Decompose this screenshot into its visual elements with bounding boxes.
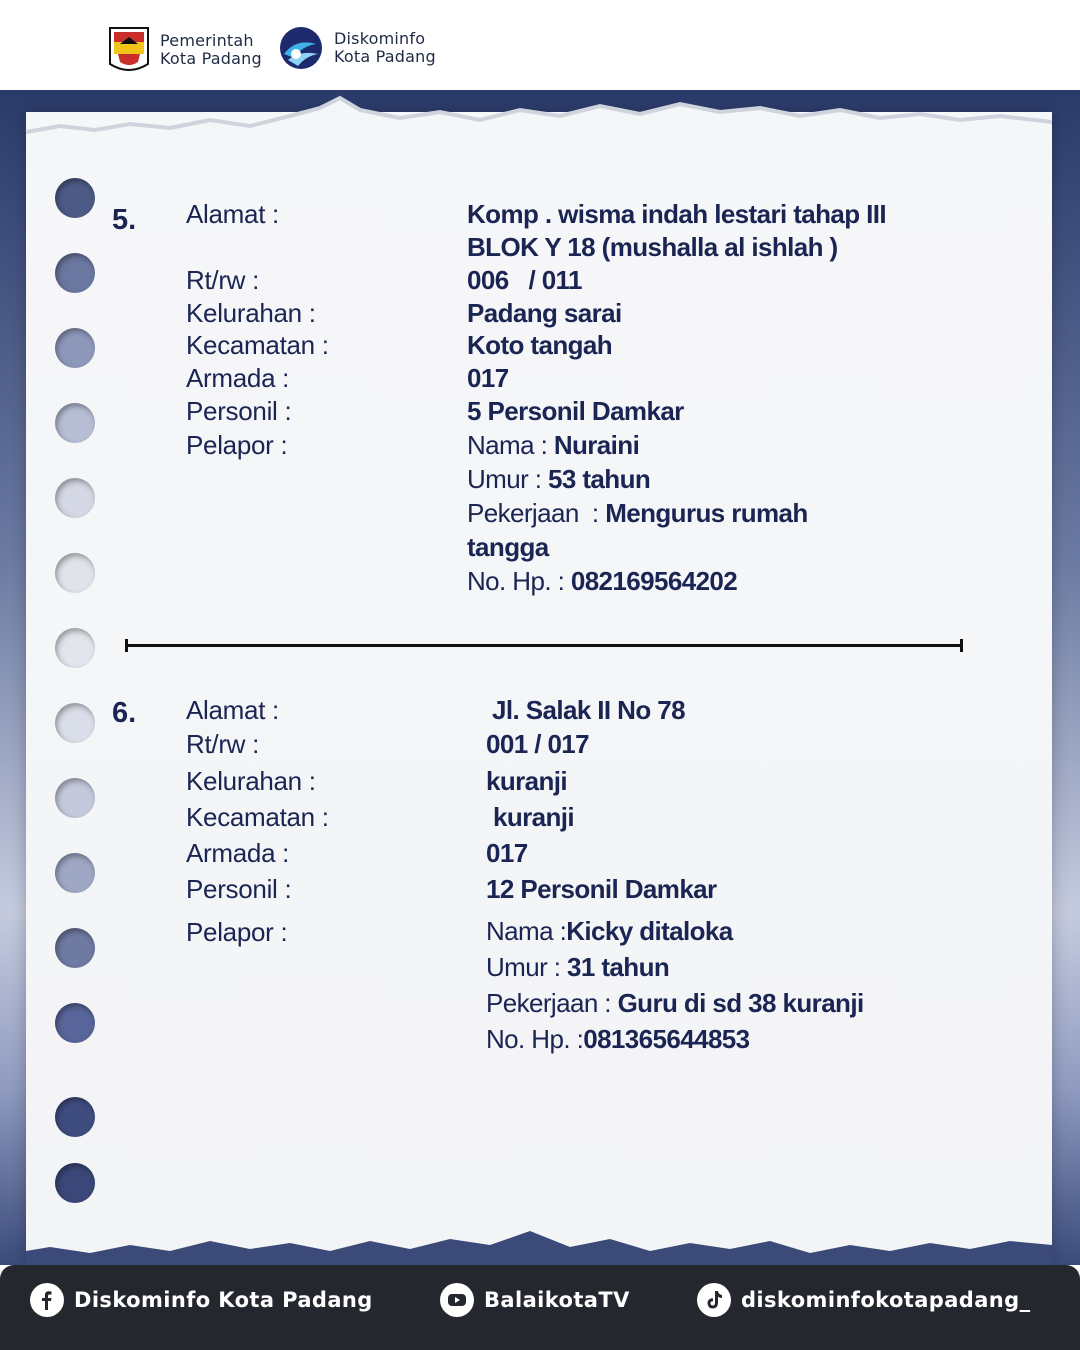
pelapor-nama: Nuraini	[553, 430, 640, 460]
footer-social-bar	[0, 1265, 1080, 1350]
kominfo-logo-block	[278, 24, 436, 72]
binder-hole	[55, 628, 95, 668]
pelapor-nama-label: Nama :	[467, 430, 548, 460]
pelapor-umur-row	[486, 952, 669, 983]
binder-hole	[55, 1003, 95, 1043]
kominfo-line2: Kota Padang	[334, 47, 436, 66]
pelapor-nama-row	[486, 916, 733, 947]
kominfo-line1: Diskominfo	[334, 29, 426, 48]
binder-hole	[55, 178, 95, 218]
label-alamat: Alamat :	[186, 199, 279, 229]
label-alamat: Alamat :	[186, 695, 279, 725]
value-personil: 5 Personil Damkar	[467, 396, 684, 426]
label-rtrw: Rt/rw :	[186, 265, 260, 295]
value-kelurahan: Padang sarai	[467, 298, 622, 328]
binder-hole	[55, 403, 95, 443]
pelapor-pekerjaan: Mengurus rumah	[605, 498, 808, 528]
label-kelurahan: Kelurahan :	[186, 766, 316, 796]
entry-number: 5.	[112, 204, 137, 236]
value-armada: 017	[467, 363, 509, 393]
facebook-link[interactable]	[30, 1283, 373, 1317]
binder-hole	[55, 553, 95, 593]
value-rtrw: 006 / 011	[467, 265, 582, 295]
pelapor-nama-label: Nama :	[486, 916, 567, 946]
facebook-label: Diskominfo Kota Padang	[74, 1288, 373, 1312]
pemkot-logo-block	[108, 24, 262, 76]
label-rtrw: Rt/rw :	[186, 729, 260, 759]
pelapor-hp-label: No. Hp. :	[486, 1024, 584, 1054]
label-kecamatan: Kecamatan :	[186, 330, 329, 360]
binder-hole	[55, 478, 95, 518]
value-rtrw: 001 / 017	[486, 729, 590, 759]
binder-hole	[55, 703, 95, 743]
label-kecamatan: Kecamatan :	[186, 802, 329, 832]
pelapor-umur-label: Umur :	[467, 464, 542, 494]
pelapor-hp-row	[467, 566, 737, 597]
entry-number: 6.	[112, 697, 137, 729]
tiktok-icon	[697, 1283, 731, 1317]
label-armada: Armada :	[186, 363, 290, 393]
binder-hole	[55, 1097, 95, 1137]
binder-hole	[55, 853, 95, 893]
pelapor-umur-row	[467, 464, 650, 495]
pelapor-umur: 53 tahun	[548, 464, 651, 494]
binder-hole	[55, 328, 95, 368]
pelapor-pekerjaan-row	[486, 988, 864, 1019]
label-pelapor: Pelapor :	[186, 430, 288, 460]
binder-hole	[55, 253, 95, 293]
pemkot-emblem-icon	[108, 24, 150, 76]
pelapor-hp-label: No. Hp. :	[467, 566, 565, 596]
value-alamat-line1: Komp . wisma indah lestari tahap III	[467, 199, 887, 229]
value-kecamatan: Koto tangah	[467, 330, 613, 360]
pelapor-pekerjaan-line2: tangga	[467, 532, 549, 562]
label-personil: Personil :	[186, 396, 292, 426]
pelapor-pekerjaan: Guru di sd 38 kuranji	[617, 988, 864, 1018]
label-kelurahan: Kelurahan :	[186, 298, 316, 328]
value-armada: 017	[486, 838, 528, 868]
youtube-link[interactable]	[440, 1283, 630, 1317]
value-alamat-line1: Jl. Salak II No 78	[492, 695, 685, 725]
tiktok-label: diskominfokotapadang_	[741, 1288, 1031, 1312]
pelapor-pekerjaan-label: Pekerjaan :	[467, 498, 599, 528]
binder-hole	[55, 1163, 95, 1203]
binder-hole	[55, 928, 95, 968]
header	[0, 0, 1080, 90]
pemkot-line2: Kota Padang	[160, 49, 262, 68]
youtube-label: BalaikotaTV	[484, 1288, 630, 1312]
facebook-icon	[30, 1283, 64, 1317]
value-alamat-line2: BLOK Y 18 (mushalla al ishlah )	[467, 232, 838, 262]
pelapor-pekerjaan-row	[467, 498, 808, 529]
kominfo-logo-icon	[278, 24, 324, 72]
entry-divider	[125, 644, 963, 647]
pelapor-hp: 082169564202	[570, 566, 738, 596]
value-personil: 12 Personil Damkar	[486, 874, 717, 904]
pelapor-umur-label: Umur :	[486, 952, 561, 982]
tiktok-link[interactable]	[697, 1283, 1030, 1317]
value-kecamatan: kuranji	[493, 802, 575, 832]
pelapor-nama: Kicky ditaloka	[566, 916, 733, 946]
label-armada: Armada :	[186, 838, 290, 868]
pemkot-line1: Pemerintah	[160, 31, 254, 50]
youtube-icon	[440, 1283, 474, 1317]
value-kelurahan: kuranji	[486, 766, 568, 796]
pelapor-pekerjaan-label: Pekerjaan :	[486, 988, 611, 1018]
pelapor-nama-row	[467, 430, 639, 461]
label-pelapor: Pelapor :	[186, 917, 288, 947]
label-personil: Personil :	[186, 874, 292, 904]
pelapor-hp: 081365644853	[583, 1024, 750, 1054]
pelapor-umur: 31 tahun	[567, 952, 670, 982]
pelapor-hp-row	[486, 1024, 750, 1055]
binder-hole	[55, 778, 95, 818]
